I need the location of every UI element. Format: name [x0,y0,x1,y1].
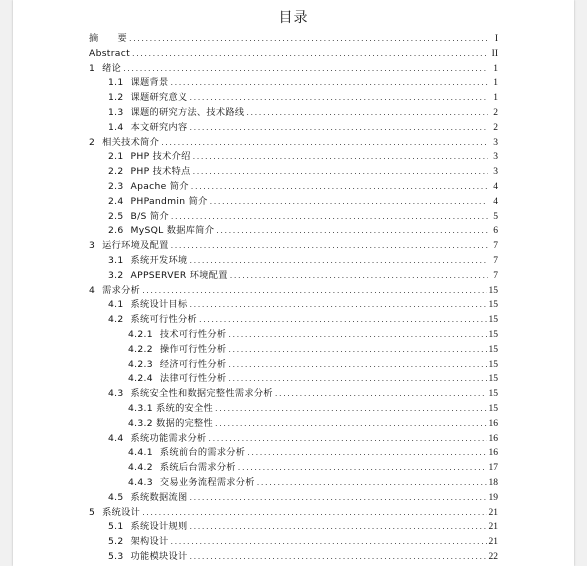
toc-entry-text: 系统前台的需求分析 [159,447,246,459]
toc-entry-label [108,254,187,269]
toc-entry[interactable] [89,328,498,343]
dot-leader [216,224,488,239]
toc-entry-label [128,328,226,343]
dot-leader [228,343,486,358]
toc-title: 目录 [278,10,309,26]
toc-entry-text: Abstract [89,47,130,59]
toc-entry-page: 7 [493,270,498,281]
dot-leader [189,520,486,535]
toc-entry-text: PHP 技术特点 [130,166,191,178]
toc-entry-page: I [494,34,498,44]
toc-entry-label [108,432,206,447]
toc-entry-text: 经济可行性分析 [159,358,227,370]
toc-entry-number: 5.2 [108,536,124,548]
toc-entry-page: 15 [488,285,498,296]
toc-entry-number: 2.2 [108,166,124,178]
toc-entry-number: 2.5 [108,210,124,222]
toc-entry-label [108,165,191,180]
toc-entry-label [108,520,187,535]
toc-entry-page: 7 [493,255,498,266]
toc-entry-page: 17 [488,463,498,474]
toc-entry-page: 15 [488,300,498,311]
toc-entry-number: 4.2.4 [128,373,153,385]
toc-entry-page: 2 [493,122,498,133]
toc-entry-label [128,461,236,476]
toc-entry-text: 摘 要 [89,33,127,44]
toc-entry-text: 系统设计 [102,506,141,518]
toc-entry[interactable] [89,298,498,313]
toc-entry-number: 4.3 [108,388,124,400]
dot-leader [228,358,486,373]
toc-entry-page: 1 [493,93,498,104]
dot-leader [228,372,486,387]
dot-leader [132,47,488,62]
toc-entry-label [128,402,213,417]
toc-entry-label [108,298,187,313]
toc-entry[interactable] [89,417,498,432]
dot-leader [170,535,486,550]
toc-entry-text: 需求分析 [102,284,141,296]
toc-entry[interactable] [89,446,498,461]
dot-leader [228,328,486,343]
dot-leader [123,62,488,77]
toc-entry[interactable] [89,358,498,373]
toc-entry-number: 1.3 [108,106,124,118]
toc-entry[interactable] [89,62,498,77]
toc-entry-label [108,150,191,165]
toc-entry-text: MySQL 数据库简介 [130,225,215,237]
dot-leader [189,121,488,136]
toc-entry[interactable] [89,150,498,165]
toc-entry-page: 21 [488,537,498,548]
toc-entry[interactable] [89,32,498,47]
toc-entry-number: 2.1 [108,151,124,163]
toc-entry-label [108,195,208,210]
dot-leader [230,269,488,284]
toc-entry[interactable] [89,91,498,106]
toc-entry[interactable] [89,461,498,476]
dot-leader [246,106,488,121]
toc-entry[interactable] [89,506,498,521]
toc-entry-label [108,269,228,284]
toc-entry[interactable] [89,491,498,506]
toc-entry[interactable] [89,269,498,284]
dot-leader [199,313,487,328]
toc-entry-text: 相关技术简介 [102,136,160,148]
toc-entry-number: 4.4.3 [128,476,153,488]
toc-entry-label [128,343,226,358]
toc-entry-text: 系统后台需求分析 [159,462,236,474]
toc-entry-label [89,62,121,77]
toc-entry-number: 4.2.3 [128,358,153,370]
toc-entry-label [128,372,226,387]
toc-entry-number: 4.1 [108,299,124,311]
dot-leader [189,91,488,106]
toc-entry[interactable] [89,387,498,402]
toc-entry-text: 4.3.2 数据的完整性 [128,417,214,429]
toc-entry[interactable] [89,106,498,121]
dot-leader [189,550,486,565]
toc-entry[interactable] [89,121,498,136]
toc-entry[interactable] [89,224,498,239]
toc-entry[interactable] [89,372,498,387]
table-of-contents [89,32,498,565]
toc-entry-label [89,239,169,254]
toc-entry-page: 19 [488,492,498,503]
toc-entry-text: 架构设计 [130,536,169,548]
dot-leader [215,417,486,432]
dot-leader [189,254,488,269]
toc-entry-number: 1.2 [108,92,124,104]
toc-entry-text: 功能模块设计 [130,550,188,562]
toc-entry-text: 系统开发环境 [130,254,188,266]
document-page [13,0,574,566]
toc-entry-text: 系统可行性分析 [130,314,197,326]
toc-entry-page: 7 [493,241,498,252]
toc-entry-label [89,47,130,62]
dot-leader [193,165,488,180]
toc-entry[interactable] [89,535,498,550]
toc-entry-text: B/S 简介 [130,210,169,222]
dot-leader [142,284,486,299]
toc-entry-page: 15 [488,344,498,355]
dot-leader [208,432,486,447]
dot-leader [171,239,488,254]
dot-leader [238,461,487,476]
toc-entry-number: 4.2 [108,314,124,326]
toc-entry-page: 21 [488,522,498,533]
toc-entry-page: 16 [488,448,498,459]
toc-entry-page: 1 [493,78,498,89]
toc-entry-page: 16 [488,433,498,444]
toc-entry[interactable] [89,47,498,62]
toc-entry-text: 运行环境及配置 [102,240,169,252]
toc-entry-page: 15 [488,403,498,414]
toc-entry-label [108,76,168,91]
toc-entry-label [89,506,140,521]
toc-entry-number: 1 [89,62,96,74]
toc-entry-text: APPSERVER 环境配置 [130,269,228,281]
toc-entry-page: 2 [493,107,498,118]
toc-entry-text: Apache 简介 [130,180,189,192]
toc-entry[interactable] [89,239,498,254]
toc-entry[interactable] [89,476,498,491]
toc-entry-number: 4.4 [108,432,124,444]
toc-entry-page: 4 [493,181,498,192]
toc-entry-page: 4 [493,196,498,207]
toc-entry-text: 课题研究意义 [130,92,188,104]
toc-entry-text: 操作可行性分析 [159,343,227,355]
toc-entry[interactable] [89,520,498,535]
toc-entry[interactable] [89,402,498,417]
toc-entry-text: 4.3.1 系统的安全性 [128,402,214,414]
toc-entry[interactable] [89,76,498,91]
toc-entry-text: 课题的研究方法、技术路线 [130,106,245,118]
toc-entry-text: 系统功能需求分析 [130,432,207,444]
toc-entry-label [128,417,213,432]
toc-entry[interactable] [89,432,498,447]
toc-entry-number: 4 [89,284,96,296]
toc-entry-label [108,387,273,402]
toc-entry-number: 5.1 [108,521,124,533]
dot-leader [193,150,488,165]
toc-entry-page: 15 [488,329,498,340]
dot-leader [170,76,488,91]
toc-entry-text: PHPandmin 简介 [130,195,208,207]
toc-entry-text: 绪论 [102,62,122,74]
dot-leader [257,476,487,491]
toc-entry[interactable] [89,254,498,269]
toc-entry-text: 系统安全性和数据完整性需求分析 [130,388,273,400]
toc-entry-text: 技术可行性分析 [159,328,227,340]
toc-entry-number: 2.3 [108,180,124,192]
toc-entry-number: 2.4 [108,195,124,207]
toc-entry-label [108,121,187,136]
toc-entry-number: 4.2.1 [128,328,153,340]
toc-entry[interactable] [89,343,498,358]
dot-leader [142,506,486,521]
toc-entry-label [108,106,244,121]
toc-entry-page: 6 [493,226,498,237]
dot-leader [191,180,488,195]
toc-entry-page: II [491,48,498,59]
toc-entry-page: 15 [488,359,498,370]
dot-leader [189,298,486,313]
toc-entry-page: 21 [488,507,498,518]
dot-leader [161,136,488,151]
toc-entry-number: 4.4.1 [128,447,153,459]
toc-entry-page: 18 [488,477,498,488]
toc-entry-page: 1 [493,63,498,74]
toc-entry-text: 交易业务流程需求分析 [159,476,255,488]
toc-entry-number: 3.2 [108,269,124,281]
dot-leader [210,195,488,210]
toc-entry[interactable] [89,210,498,225]
toc-entry-number: 4.2.2 [128,343,153,355]
toc-entry[interactable] [89,165,498,180]
toc-entry-label [128,446,245,461]
toc-entry-text: 系统设计目标 [130,299,188,311]
toc-entry-label [108,210,169,225]
toc-entry-label [108,91,187,106]
toc-entry-text: 法律可行性分析 [159,373,227,385]
dot-leader [215,402,486,417]
toc-entry[interactable] [89,284,498,299]
toc-entry-page: 15 [488,374,498,385]
toc-entry-text: 系统数据流图 [130,491,188,503]
toc-entry-text: 系统设计规则 [130,521,188,533]
dot-leader [247,446,486,461]
toc-entry[interactable] [89,550,498,565]
dot-leader [189,491,486,506]
toc-entry-label [108,550,187,565]
toc-entry-page: 3 [493,137,498,148]
toc-entry[interactable] [89,313,498,328]
toc-entry-text: 课题背景 [130,77,169,89]
toc-entry-number: 5 [89,506,96,518]
toc-entry-number: 2.6 [108,225,124,237]
toc-entry[interactable] [89,195,498,210]
toc-entry-page: 5 [493,211,498,222]
toc-entry-number: 3 [89,240,96,252]
dot-leader [171,210,488,225]
toc-entry-page: 16 [488,418,498,429]
toc-entry-label [108,535,168,550]
toc-entry-label [89,284,140,299]
toc-entry[interactable] [89,180,498,195]
toc-entry-label [108,224,214,239]
toc-entry-label [89,136,159,151]
toc-entry-number: 4.5 [108,491,124,503]
toc-entry-label [108,180,189,195]
toc-entry-page: 22 [488,551,498,562]
toc-entry-label [108,313,197,328]
toc-entry-label [89,32,127,47]
toc-entry-page: 3 [493,167,498,178]
toc-entry-text: 本文研究内容 [130,121,188,133]
toc-entry-number: 1.1 [108,77,124,89]
toc-entry-number: 5.3 [108,550,124,562]
toc-entry-number: 1.4 [108,121,124,133]
toc-entry[interactable] [89,136,498,151]
toc-entry-label [108,491,187,506]
toc-entry-text: PHP 技术介绍 [130,151,191,163]
toc-entry-label [128,358,226,373]
dot-leader [129,32,488,47]
toc-entry-page: 15 [488,315,498,326]
toc-entry-page: 3 [493,152,498,163]
toc-entry-number: 3.1 [108,254,124,266]
dot-leader [275,387,487,402]
toc-entry-page: 15 [488,389,498,400]
toc-entry-label [128,476,255,491]
toc-entry-number: 4.4.2 [128,462,153,474]
toc-entry-number: 2 [89,136,96,148]
